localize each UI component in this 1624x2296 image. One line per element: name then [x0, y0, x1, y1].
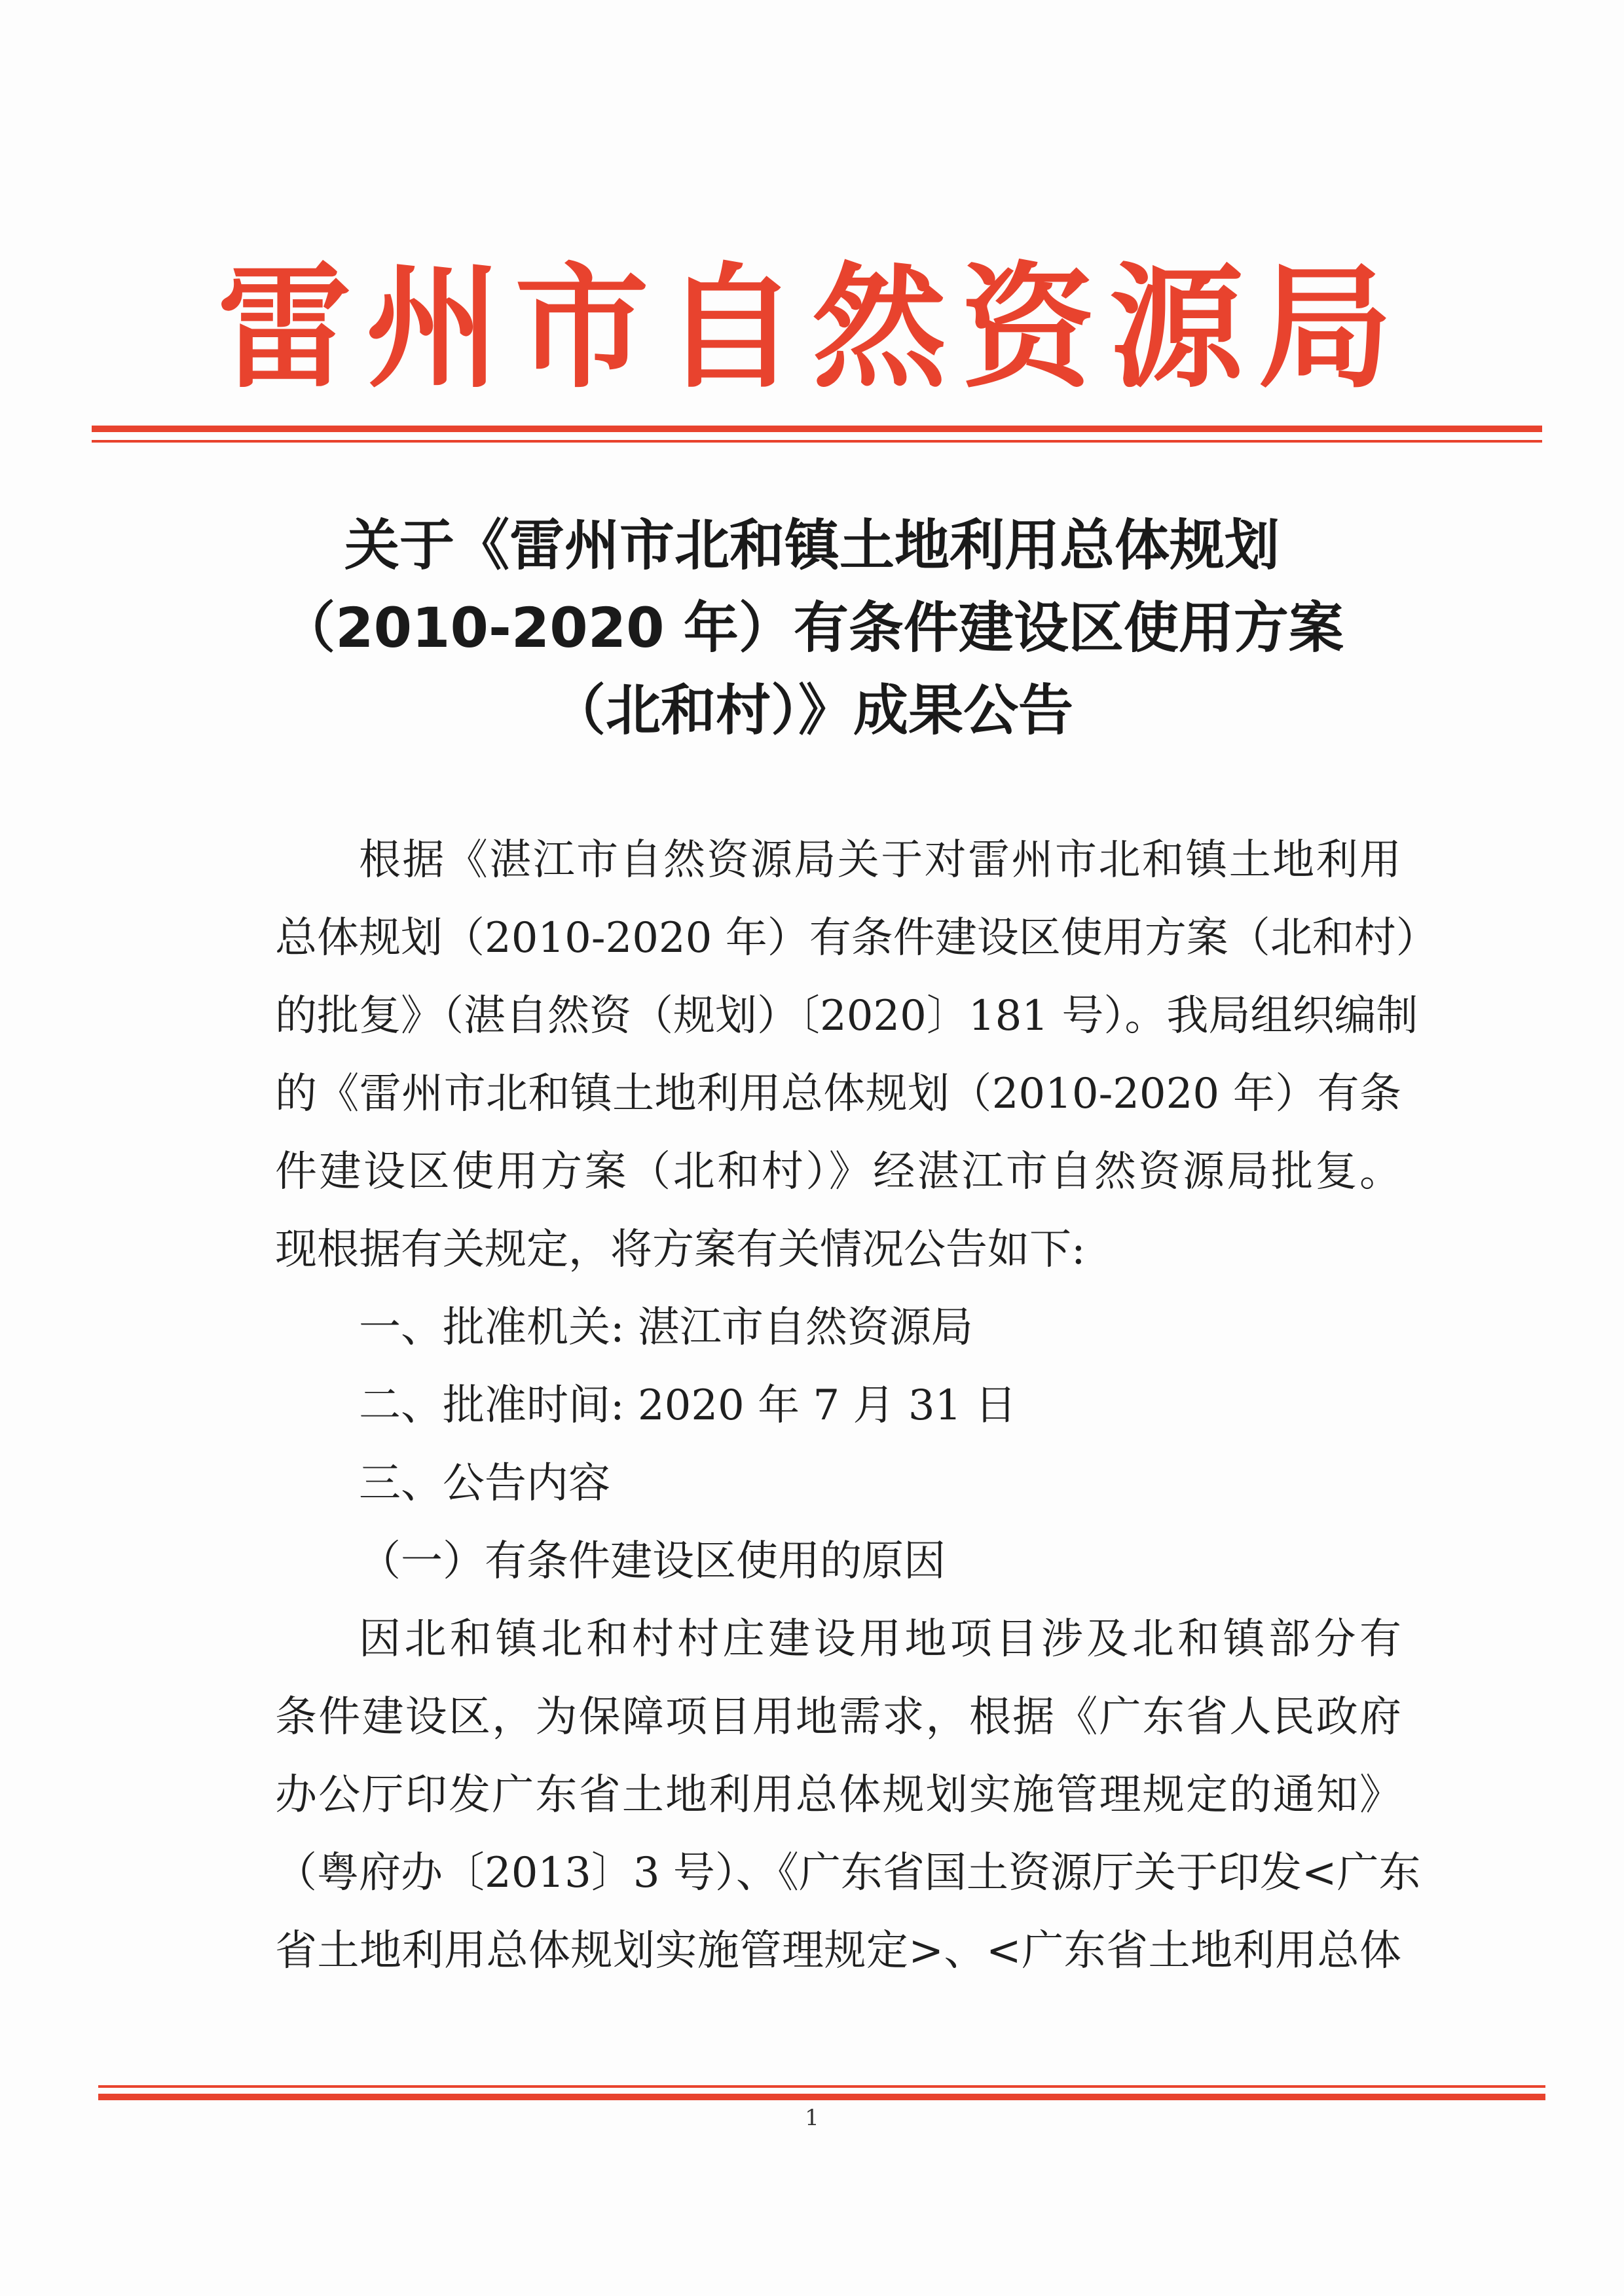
body-line: 的《雷州市北和镇土地利用总体规划（2010-2020 年）有条 [275, 1070, 1401, 1118]
body-line: 件建设区使用方案（北和村）》经湛江市自然资源局批复。 [275, 1148, 1401, 1196]
masthead-rule-thin [92, 440, 1542, 443]
section-heading: 三、公告内容 [359, 1459, 610, 1508]
title-line: （2010-2020 年）有条件建设区使用方案 [280, 596, 1344, 660]
announcement-title [157, 504, 1467, 752]
body-line: 办公厅印发广东省土地利用总体规划实施管理规定的通知》 [275, 1771, 1401, 1819]
body-line: 条件建设区，为保障项目用地需求，根据《广东省人民政府 [275, 1693, 1401, 1741]
masthead-rule-thick [92, 426, 1542, 432]
body-line: 因北和镇北和村村庄建设用地项目涉及北和镇部分有 [359, 1615, 1401, 1664]
footer-rule-thin [98, 2085, 1545, 2088]
title-line: 关于《雷州市北和镇土地利用总体规划 [344, 513, 1280, 577]
approval-date: 二、批准时间: 2020 年 7 月 31 日 [359, 1381, 1017, 1430]
announcement-body [275, 822, 1438, 1990]
body-line: 的批复》（湛自然资（规划）〔2020〕181 号）。我局组织编制 [275, 992, 1418, 1040]
issuer-masthead: 雷州市自然资源局 [217, 251, 1407, 407]
body-line: 总体规划（2010-2020 年）有条件建设区使用方案（北和村） [275, 914, 1438, 962]
title-line: （北和村）》成果公告 [550, 678, 1073, 742]
body-line: 根据《湛江市自然资源局关于对雷州市北和镇土地利用 [359, 836, 1401, 884]
body-line: 现根据有关规定，将方案有关情况公告如下: [275, 1226, 1086, 1274]
footer-rule-thick [98, 2094, 1545, 2100]
body-line: 省土地利用总体规划实施管理规定>、<广东省土地利用总体 [275, 1927, 1401, 1975]
subsection-heading: （一）有条件建设区使用的原因 [359, 1537, 946, 1586]
page-number: 1 [805, 2105, 819, 2131]
body-line: （粤府办〔2013〕3 号）、《广东省国土资源厅关于印发<广东 [275, 1849, 1421, 1897]
approval-authority: 一、批准机关: 湛江市自然资源局 [359, 1303, 973, 1352]
